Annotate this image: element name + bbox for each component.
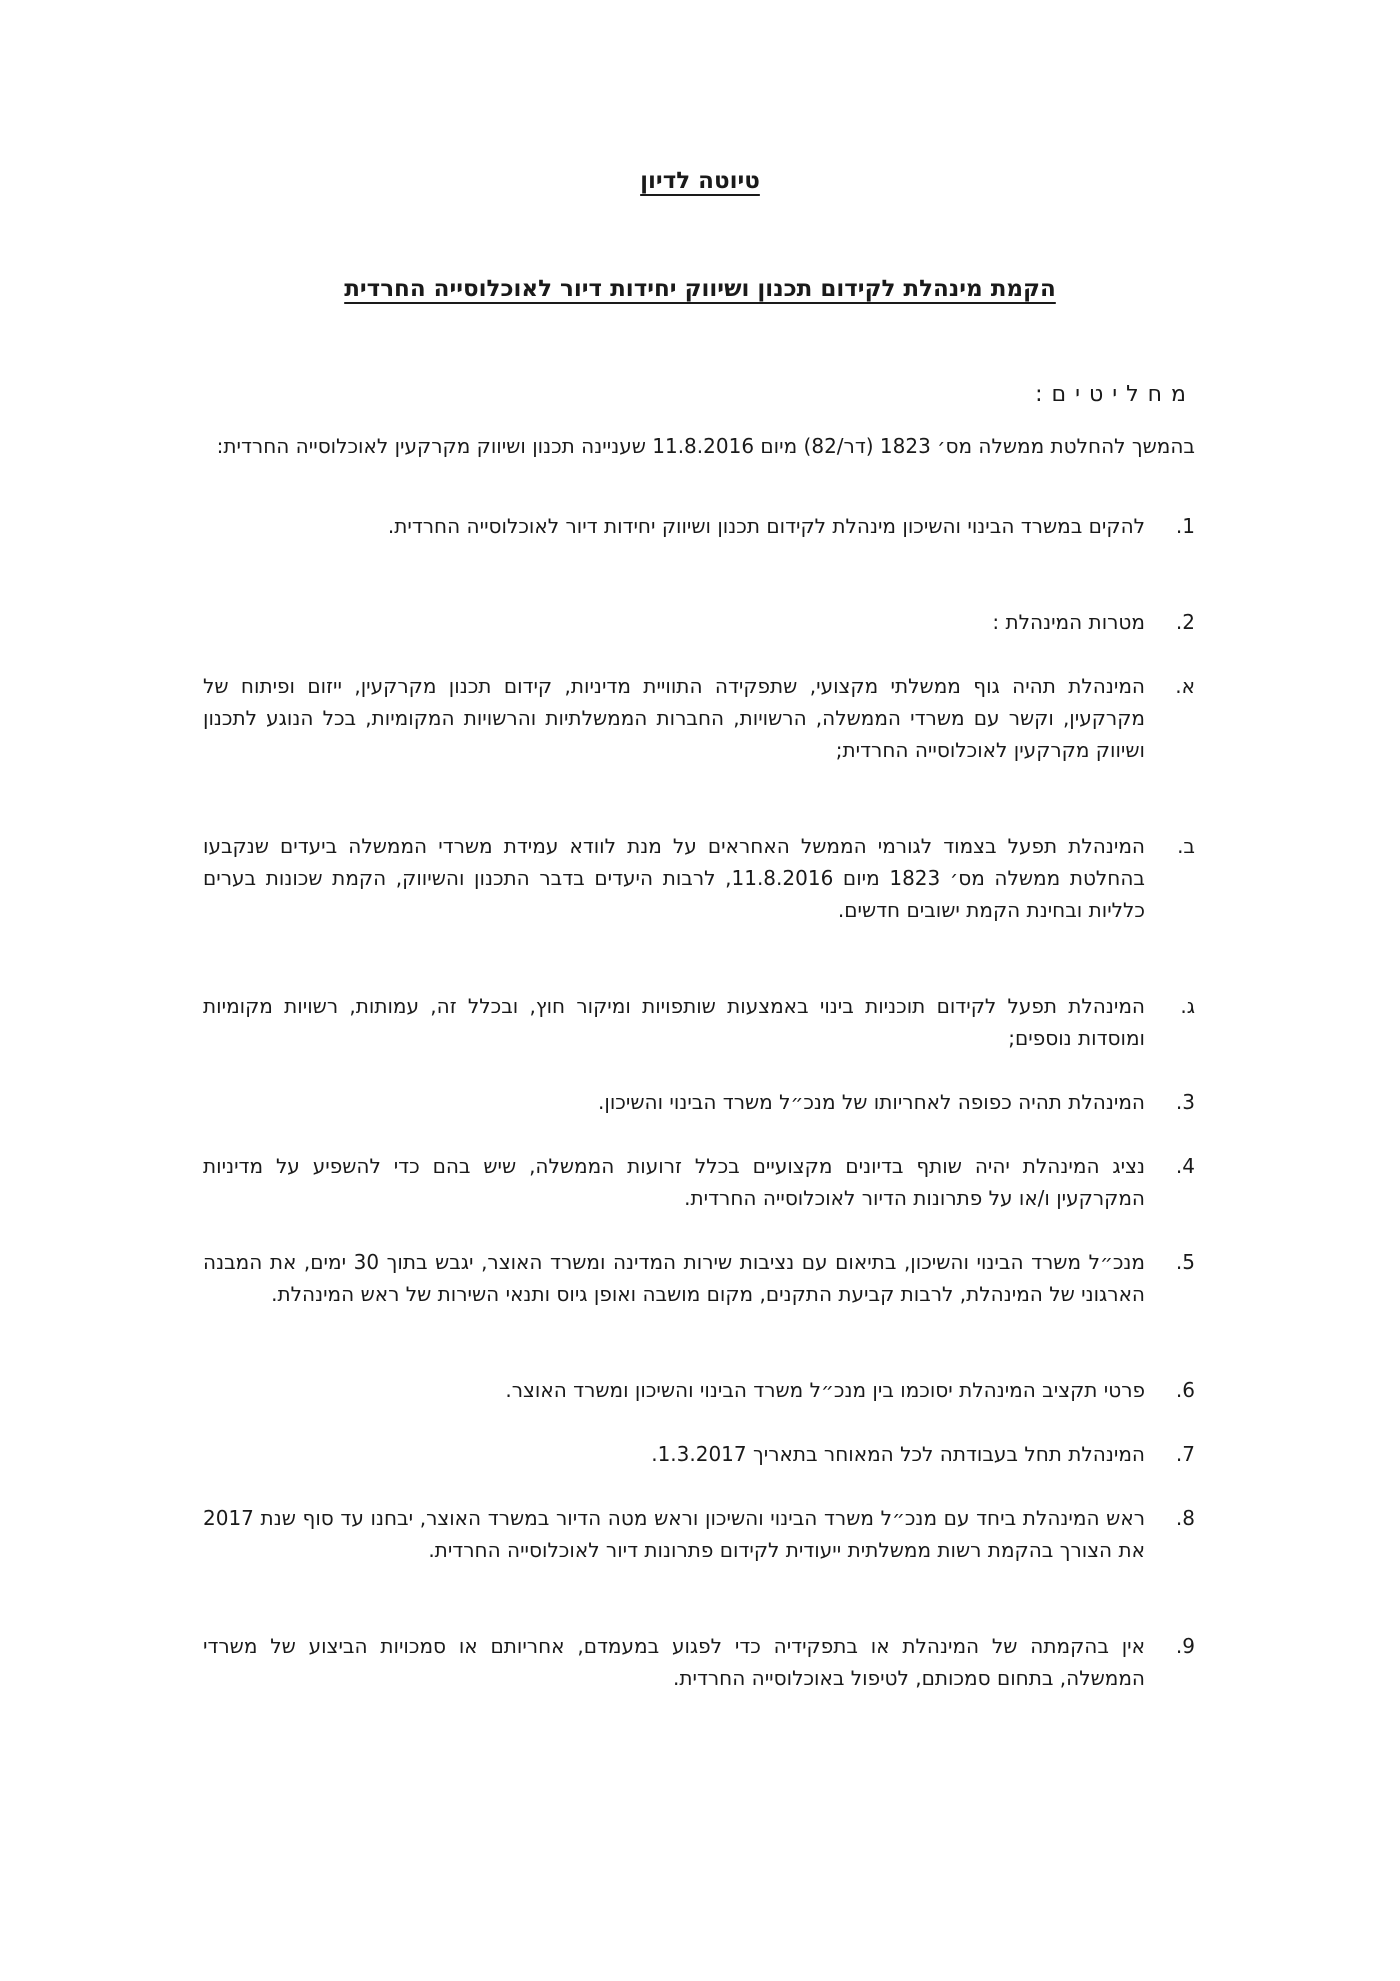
decision-item-9 (203, 1630, 1195, 1694)
item-number: 7. (1175, 1442, 1195, 1466)
decision-subitem-b (203, 830, 1195, 926)
item-text: המינהלת תפעל לקידום תוכניות בינוי באמצעות שותפויות ומיקור חוץ, ובכלל זה, עמותות, רשויות מקומיות ומוסדות נוספים; (203, 994, 1145, 1050)
draft-title: טיוטה לדיון (640, 168, 760, 194)
item-text: מנכ״ל משרד הבינוי והשיכון, בתיאום עם נציבות שירות המדינה ומשרד האוצר, יגבש בתוך 30 ימים, את המבנה הארגוני של המינהלת, לרבות קביעת התקנים, מקום מושבה ואופן גיוס ותנאי השירות של ראש המינהלת. (203, 1250, 1146, 1306)
item-number: 1. (1175, 514, 1195, 538)
item-text: נציג המינהלת יהיה שותף בדיונים מקצועיים בכלל זרועות הממשלה, שיש בהם כדי להשפיע על מדיניות המקרקעין ו/או על פתרונות הדיור לאוכלוסייה החרדית. (203, 1154, 1145, 1210)
page-title: הקמת מינהלת לקידום תכנון ושיווק יחידות דיור לאוכלוסייה החרדית (344, 276, 1056, 302)
item-number: 3. (1175, 1090, 1195, 1114)
item-number: 2. (1175, 610, 1195, 634)
decision-item-3 (203, 1086, 1195, 1118)
item-number: 5. (1175, 1250, 1195, 1274)
preamble-paragraph: בהמשך להחלטת ממשלה מס׳ 1823 (דר/82) מיום 11.8.2016 שעניינה תכנון ושיווק מקרקעין לאוכלוסייה החרדית: (216, 434, 1195, 458)
item-number: 4. (1175, 1154, 1195, 1178)
decision-item-8 (203, 1502, 1195, 1566)
item-text: מטרות המינהלת : (992, 610, 1145, 634)
item-number: 6. (1175, 1378, 1195, 1402)
decision-item-5 (203, 1246, 1195, 1310)
decision-item-4 (203, 1150, 1195, 1214)
item-text: המינהלת תפעל בצמוד לגורמי הממשל האחראים על מנת לוודא עמידת משרדי הממשלה ביעדים שנקבעו בהחלטת ממשלה מס׳ 1823 מיום 11.8.2016, לרבות היעדים בדבר התכנון והשיווק, הקמת שכונות בערים כלליות ובחינת הקמת ישובים חדשים. (203, 834, 1145, 922)
item-text: פרטי תקציב המינהלת יסוכמו בין מנכ״ל משרד הבינוי והשיכון ומשרד האוצר. (505, 1378, 1145, 1402)
decision-item-6 (203, 1374, 1195, 1406)
item-text: המינהלת תחל בעבודתה לכל המאוחר בתאריך 1.3.2017. (651, 1442, 1145, 1466)
decision-item-2 (203, 606, 1195, 638)
item-text: ראש המינהלת ביחד עם מנכ״ל משרד הבינוי והשיכון וראש מטה הדיור במשרד האוצר, יבחנו עד סוף שנת 2017 את הצורך בהקמת רשות ממשלתית ייעודית לקידום פתרונות דיור לאוכלוסייה החרדית. (203, 1506, 1145, 1562)
item-number: א. (1175, 674, 1195, 698)
item-number: 8. (1175, 1506, 1195, 1530)
item-number: ג. (1180, 994, 1195, 1018)
item-text: המינהלת תהיה כפופה לאחריותו של מנכ״ל משרד הבינוי והשיכון. (598, 1090, 1145, 1114)
item-text: המינהלת תהיה גוף ממשלתי מקצועי, שתפקידה התוויית מדיניות, קידום תכנון מקרקעין, ייזום ופיתוח של מקרקעין, וקשר עם משרדי הממשלה, הרשויות, החברות הממשלתיות והרשויות המקומיות, בכל הנוגע לתכנון ושיווק מקרקעין לאוכלוסייה החרדית; (203, 674, 1145, 762)
item-text: אין בהקמתה של המינהלת או בתפקידיה כדי לפגוע במעמדם, אחריותם או סמכויות הביצוע של משרדי הממשלה, בתחום סמכותם, לטיפול באוכלוסייה החרדית. (203, 1634, 1145, 1690)
decision-item-1 (203, 510, 1195, 542)
decision-subitem-c (203, 990, 1195, 1054)
item-text: להקים במשרד הבינוי והשיכון מינהלת לקידום תכנון ושיווק יחידות דיור לאוכלוסייה החרדית. (387, 514, 1145, 538)
item-number: ב. (1177, 834, 1195, 858)
decision-subitem-a (203, 670, 1195, 766)
item-number: 9. (1175, 1634, 1195, 1658)
decisions-label: מחליטים: (1035, 382, 1195, 407)
decision-item-7 (203, 1438, 1195, 1470)
